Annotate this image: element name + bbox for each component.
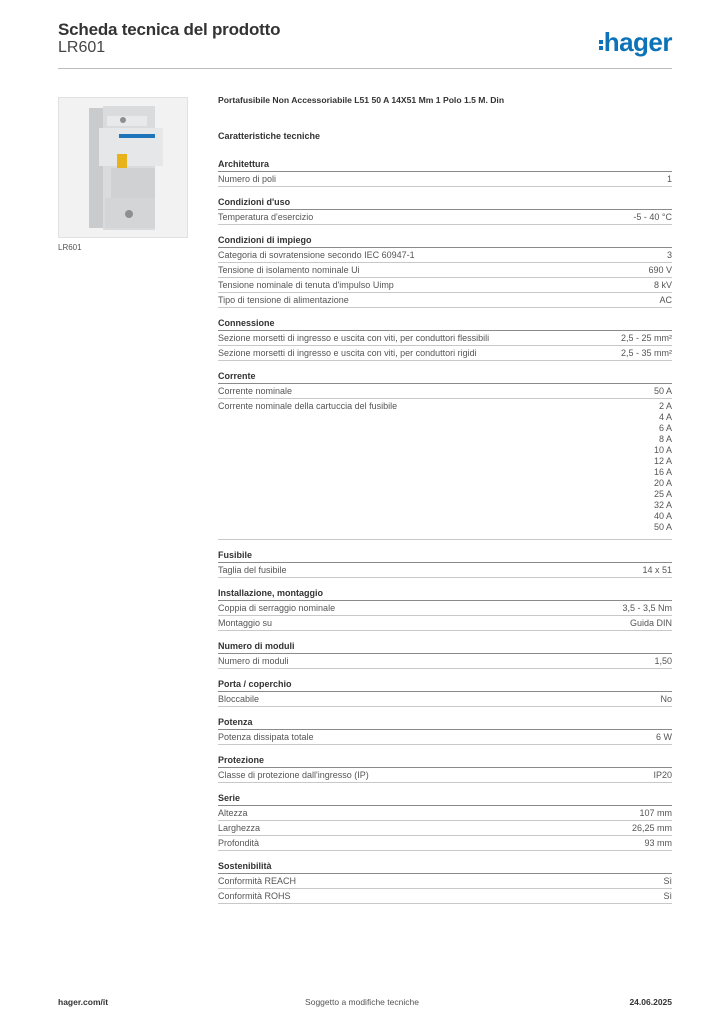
spec-value-item: 6 A <box>658 423 672 433</box>
spec-group-title: Condizioni di impiego <box>218 231 672 248</box>
spec-row <box>218 874 672 889</box>
spec-label: Bloccabile <box>218 694 260 704</box>
spec-label: Corrente nominale <box>218 386 293 396</box>
spec-value <box>633 212 672 223</box>
spec-row <box>218 836 672 851</box>
spec-group <box>218 584 672 631</box>
spec-value-item: 93 mm <box>644 838 672 848</box>
spec-group-title: Potenza <box>218 713 672 730</box>
spec-row <box>218 278 672 293</box>
spec-label: Sezione morsetti di ingresso e uscita con viti, per conduttori flessibili <box>218 333 490 343</box>
product-name: Portafusibile Non Accessoriabile L51 50 A 14X51 Mm 1 Polo 1.5 M. Din <box>218 95 505 105</box>
spec-value <box>630 618 672 629</box>
spec-value-item: 3 <box>666 250 672 260</box>
spec-row <box>218 654 672 669</box>
spec-label: Tipo di tensione di alimentazione <box>218 295 349 305</box>
spec-group <box>218 314 672 361</box>
spec-group-title: Numero di moduli <box>218 637 672 654</box>
spec-group <box>218 713 672 745</box>
spec-label: Montaggio su <box>218 618 273 628</box>
spec-group <box>218 231 672 308</box>
spec-label: Larghezza <box>218 823 261 833</box>
spec-value <box>622 603 672 614</box>
spec-value <box>653 770 672 781</box>
spec-label: Temperatura d'esercizio <box>218 212 314 222</box>
spec-value-item: 4 A <box>658 412 672 422</box>
spec-value-item: 2,5 - 25 mm² <box>620 333 672 343</box>
spec-group <box>218 751 672 783</box>
spec-label: Tensione nominale di tenuta d'impulso Uimp <box>218 280 394 290</box>
spec-group <box>218 857 672 904</box>
logo-dots-icon <box>599 39 603 51</box>
spec-value <box>663 876 672 887</box>
spec-value <box>667 174 672 185</box>
spec-value-item: 50 A <box>653 386 672 396</box>
spec-group <box>218 789 672 851</box>
spec-value-item: No <box>660 694 672 704</box>
spec-value <box>639 808 672 819</box>
header-divider <box>58 68 672 69</box>
spec-value-item: Sì <box>663 876 672 886</box>
spec-value <box>656 732 672 743</box>
spec-group-title: Installazione, montaggio <box>218 584 672 601</box>
spec-value <box>621 333 672 344</box>
spec-value <box>644 838 672 849</box>
spec-group-title: Corrente <box>218 367 672 384</box>
spec-row <box>218 263 672 278</box>
spec-value <box>648 265 672 276</box>
spec-label: Classe di protezione dall'ingresso (IP) <box>218 770 369 780</box>
brand-logo-text: hager <box>603 26 672 57</box>
spec-row <box>218 768 672 783</box>
spec-value-item: IP20 <box>653 770 672 780</box>
spec-value <box>621 348 672 359</box>
spec-value-item: 3,5 - 3,5 Nm <box>622 603 672 613</box>
spec-value-item: 26,25 mm <box>631 823 672 833</box>
spec-value-item: Sì <box>663 891 672 901</box>
brand-logo <box>599 26 672 58</box>
spec-group-title: Serie <box>218 789 672 806</box>
spec-label: Tensione di isolamento nominale Ui <box>218 265 360 275</box>
image-caption: LR601 <box>58 243 82 252</box>
spec-row <box>218 806 672 821</box>
spec-section-title: Caratteristiche tecniche <box>218 131 321 141</box>
spec-value <box>667 250 672 261</box>
spec-row <box>218 293 672 308</box>
spec-row <box>218 210 672 225</box>
spec-row <box>218 730 672 745</box>
spec-label: Sezione morsetti di ingresso e uscita con viti, per conduttori rigidi <box>218 348 477 358</box>
spec-group <box>218 675 672 707</box>
spec-group-title: Sostenibilità <box>218 857 672 874</box>
spec-value-item: 25 A <box>653 489 672 499</box>
spec-value <box>659 295 672 306</box>
spec-label: Conformità REACH <box>218 876 297 886</box>
spec-value-item: 8 A <box>658 434 672 444</box>
spec-value-item: AC <box>659 295 672 305</box>
spec-value-item: Guida DIN <box>629 618 672 628</box>
spec-value-item: 10 A <box>653 445 672 455</box>
spec-label: Coppia di serraggio nominale <box>218 603 336 613</box>
spec-value <box>632 823 672 834</box>
spec-value-item: 16 A <box>653 467 672 477</box>
spec-group <box>218 193 672 225</box>
spec-label: Numero di moduli <box>218 656 289 666</box>
spec-value <box>654 401 672 533</box>
spec-group-title: Fusibile <box>218 546 672 563</box>
spec-label: Profondità <box>218 838 260 848</box>
spec-value-item: -5 - 40 °C <box>633 212 672 222</box>
spec-row <box>218 692 672 707</box>
spec-value-item: 1,50 <box>654 656 672 666</box>
spec-row <box>218 399 672 540</box>
product-image <box>58 97 188 238</box>
spec-value-item: 32 A <box>653 500 672 510</box>
spec-group <box>218 546 672 578</box>
spec-value-item: 40 A <box>653 511 672 521</box>
spec-value-item: 1 <box>666 174 672 184</box>
spec-row <box>218 248 672 263</box>
spec-value-item: 6 W <box>655 732 672 742</box>
spec-content <box>218 95 672 910</box>
footer-note: Soggetto a modifiche tecniche <box>305 997 419 1007</box>
spec-label: Potenza dissipata totale <box>218 732 314 742</box>
spec-row <box>218 601 672 616</box>
spec-group-title: Connessione <box>218 314 672 331</box>
spec-group <box>218 155 672 187</box>
spec-value <box>654 280 672 291</box>
spec-value-item: 690 V <box>648 265 672 275</box>
spec-row <box>218 346 672 361</box>
spec-value-item: 50 A <box>653 522 672 532</box>
spec-label: Categoria di sovratensione secondo IEC 60947-1 <box>218 250 415 260</box>
spec-group-title: Condizioni d'uso <box>218 193 672 210</box>
spec-value-item: 14 x 51 <box>642 565 672 575</box>
spec-value-item: 2 A <box>658 401 672 411</box>
spec-row <box>218 331 672 346</box>
spec-row <box>218 384 672 399</box>
spec-group <box>218 367 672 540</box>
spec-value <box>654 386 672 397</box>
spec-row <box>218 172 672 187</box>
spec-group-title: Architettura <box>218 155 672 172</box>
page-title: Scheda tecnica del prodotto <box>58 20 281 39</box>
spec-groups <box>218 155 672 904</box>
spec-row <box>218 821 672 836</box>
page-subtitle: LR601 <box>58 39 106 56</box>
spec-value <box>654 656 672 667</box>
spec-row <box>218 616 672 631</box>
spec-group-title: Porta / coperchio <box>218 675 672 692</box>
spec-row <box>218 563 672 578</box>
spec-value <box>642 565 672 576</box>
footer-website[interactable]: hager.com/it <box>58 997 109 1007</box>
spec-label: Altezza <box>218 808 248 818</box>
spec-label: Conformità ROHS <box>218 891 291 901</box>
spec-label: Numero di poli <box>218 174 277 184</box>
spec-value-item: 2,5 - 35 mm² <box>620 348 672 358</box>
spec-row <box>218 889 672 904</box>
spec-value-item: 20 A <box>653 478 672 488</box>
spec-label: Taglia del fusibile <box>218 565 287 575</box>
spec-label: Corrente nominale della cartuccia del fusibile <box>218 401 398 411</box>
spec-group <box>218 637 672 669</box>
footer-date: 24.06.2025 <box>629 997 672 1007</box>
spec-value-item: 107 mm <box>639 808 672 818</box>
spec-value-item: 12 A <box>653 456 672 466</box>
spec-value <box>663 891 672 902</box>
spec-value-item: 8 kV <box>653 280 672 290</box>
spec-value <box>660 694 672 705</box>
spec-group-title: Protezione <box>218 751 672 768</box>
